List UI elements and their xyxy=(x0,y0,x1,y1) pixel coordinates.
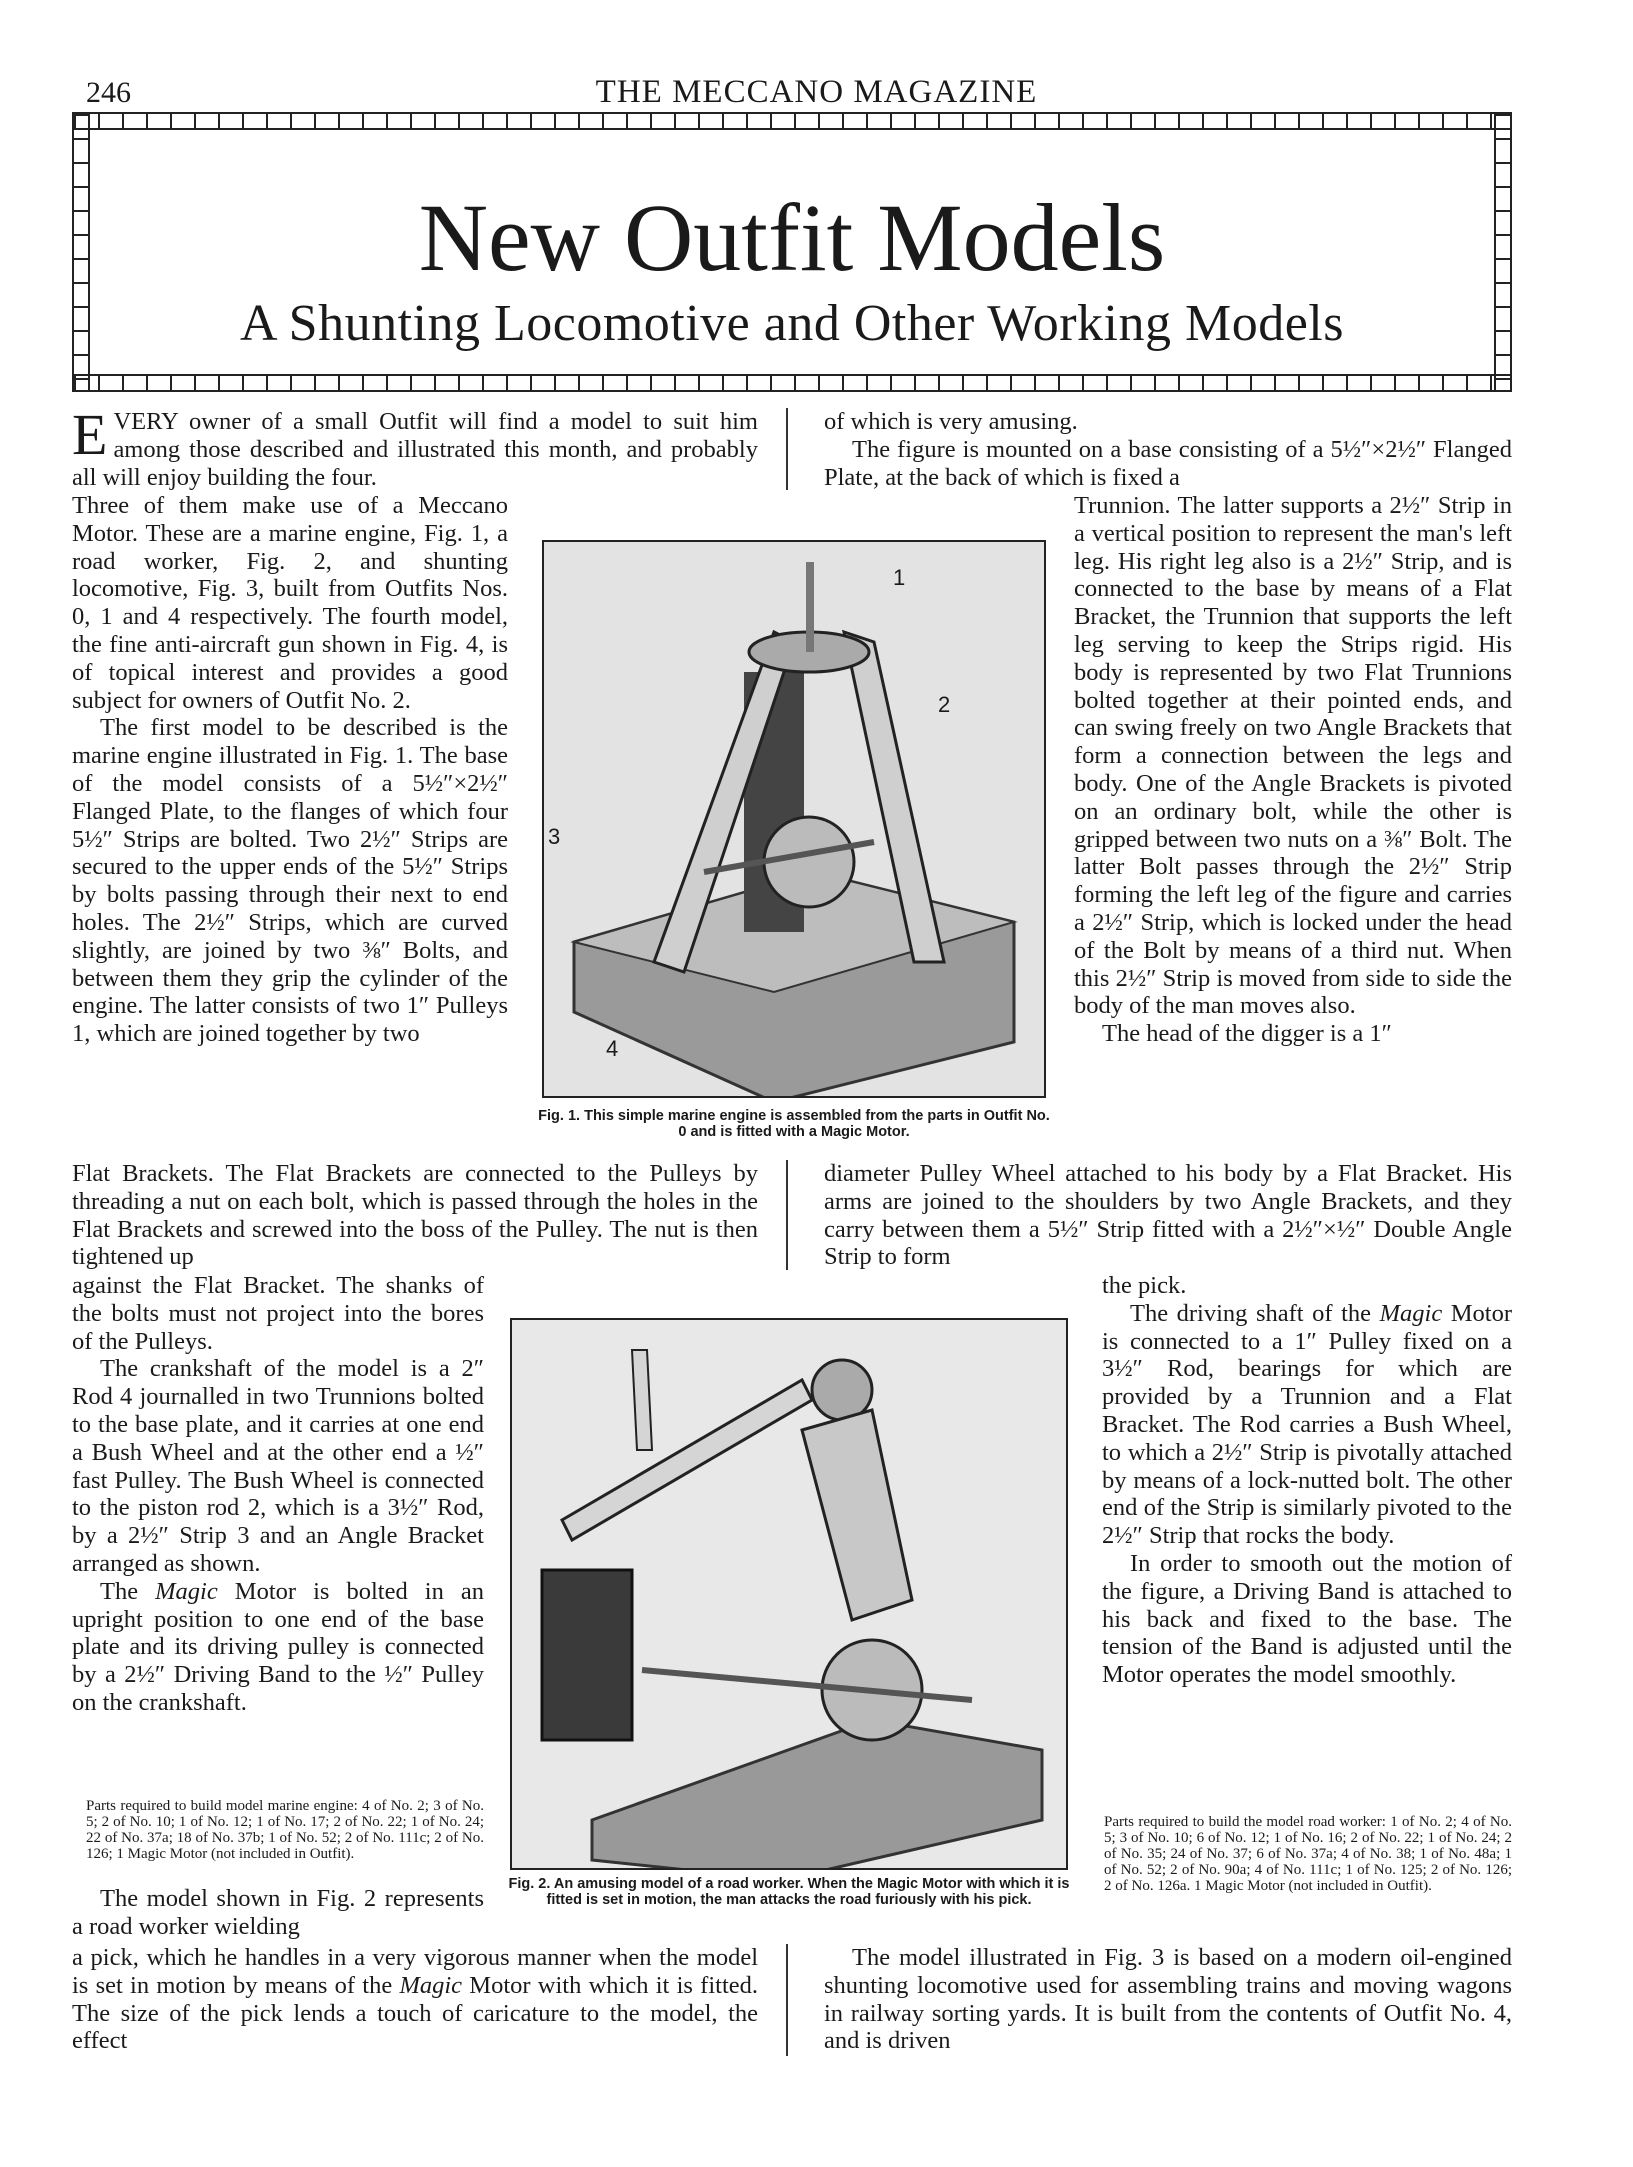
right-column-beside-fig1 xyxy=(1074,492,1512,1048)
fig1-callout-1: 1 xyxy=(893,565,906,590)
column-divider-mid xyxy=(786,1160,788,1270)
left-column-upper xyxy=(72,492,508,1142)
paragraph-magic-motor: The Magic Motor is bolted in an upright position to one end of the base plate and its driving pulley is connected by a 2½″ Driving Band to the ½″ Pulley on the crankshaft. xyxy=(72,1577,484,1716)
paragraph-the-pick: the pick. xyxy=(1102,1272,1187,1299)
title-frame-left xyxy=(72,112,90,392)
fig1-callout-3: 3 xyxy=(548,824,561,849)
paragraph-outfits: Three of them make use of a Meccano Motor. These are a marine engine, Fig. 1, a road worker, Fig. 2, and shunting locomotive, Fig. 3, built from Outfits Nos. 0, 1 and 4 respectively. The fourth model, the fine anti-aircraft gun shown in Fig. 4, is of topical interest and provides a good subject for owners of Outfit No. 2. xyxy=(72,492,508,714)
paragraph-trunnion: Trunnion. The latter supports a 2½″ Strip in a vertical position to represent the man's left leg. His right leg also is a 2½″ Strip, and is connected to the base by means of a Flat Bracket, the Trunnion that supports the left leg serving to keep the Strips rigid. His body is represented by two Flat Trunnions bolted together at their pointed ends, and can swing freely on two Angle Brackets that form a connection between the legs and body. One of the Angle Brackets is pivoted on an ordinary bolt, while the other is gripped between two nuts on a ⅜″ Bolt. The latter Bolt passes through the 2½″ Strip forming the left leg of the figure and carries a 2½″ Strip, which is locked under the head of the Bolt by means of a third nut. When this 2½″ Strip is moved from side to side the body of the man moves also. xyxy=(1074,492,1512,1020)
paragraph-smooth-motion: In order to smooth out the motion of the figure, a Driving Band is attached to his back and fixed to the base. The tension of the Band is adjusted until the Motor operates the model smoothly. xyxy=(1102,1549,1512,1689)
right-column-top xyxy=(824,408,1512,491)
marine-engine-illustration xyxy=(544,542,1044,1096)
fig1-callout-4: 4 xyxy=(606,1036,619,1061)
page-number: 246 xyxy=(86,76,131,109)
running-head: THE MECCANO MAGAZINE xyxy=(595,74,1038,110)
subheadline: A Shunting Locomotive and Other Working Models xyxy=(240,295,1344,352)
intro-text: VERY owner of a small Outfit will find a model to suit him among those described and illustrated this month, and probably all will enjoy building the four. xyxy=(72,408,758,491)
left-column-flat-brackets: Flat Brackets. The Flat Brackets are connected to the Pulleys by threading a nut on each bolt, which is passed through the holes in the Flat Brackets and screwed into the boss of the Pulley. The nut is then tightened up xyxy=(72,1160,758,1271)
left-column-lower xyxy=(72,1272,484,1717)
paragraph-crankshaft: The crankshaft of the model is a 2″ Rod 4 journalled in two Trunnions bolted to the base plate, and it carries at one end a Bush Wheel and at the other end a ½″ fast Pulley. The Bush Wheel is connected to the piston rod 2, which is a 3½″ Rod, by a 2½″ Strip 3 and an Angle Bracket arranged as shown. xyxy=(72,1355,484,1577)
paragraph-marine-engine: The first model to be described is the marine engine illustrated in Fig. 1. The base of the model consists of a 5½″×2½″ Flanged Plate, to the flanges of which four 5½″ Strips are bolted. Two 2½″ Strips are secured to the upper ends of the 5½″ Strips by bolts passing through their next to end holes. The 2½″ Strips, which are curved slightly, are joined by two ⅜″ Bolts, and between them they grip the cylinder of the engine. The latter consists of two 1″ Pulleys 1, which are joined together by two xyxy=(72,714,508,1048)
title-frame-top xyxy=(72,112,1512,130)
figure-1-image xyxy=(542,540,1046,1098)
headline: New Outfit Models xyxy=(418,184,1166,291)
parts-list-marine-engine: Parts required to build model marine engine: 4 of No. 2; 3 of No. 5; 2 of No. 10; 1 of No. 12; 1 of No. 17; 2 of No. 22; 1 of No. 24; 22 of No. 37a; 18 of No. 37b; 1 of No. 52; 2 of No. 111c; 2 of No. 126; 1 Magic Motor (not included in Outfit). xyxy=(86,1798,484,1862)
paragraph-driving-shaft: The driving shaft of the Magic Motor is connected to a 1″ Pulley fixed on a 3½″ Rod, bearings for which are provided by a Trunnion and a Flat Bracket. The Rod carries a Bush Wheel, to which a 2½″ Strip is pivotally attached by means of a lock-nutted bolt. The other end of the Strip is similarly pivoted to the 2½″ Strip that rocks the body. xyxy=(1102,1299,1513,1550)
paragraph-pick: a pick, which he handles in a very vigorous manner when the model is set in motion by means of the Magic Motor with which it is fitted. The size of the pick lends a touch of caricature to the model, the effect xyxy=(72,1944,758,2055)
figure-2-caption: Fig. 2. An amusing model of a road worker. When the Magic Motor with which it is fitted is set in motion, the man attacks the road furiously with his pick. xyxy=(508,1876,1070,1908)
paragraph-shunting-locomotive: The model illustrated in Fig. 3 is based on a modern oil-engined shunting locomotive used for assembling trains and moving wagons in railway sorting yards. It is built from the contents of Outfit No. 4, and is driven xyxy=(824,1944,1512,2055)
intro-paragraph xyxy=(72,402,758,491)
fig1-callout-2: 2 xyxy=(938,692,951,717)
title-frame-right xyxy=(1494,112,1512,392)
paragraph-amusing: of which is very amusing. xyxy=(824,408,1078,435)
parts-list-road-worker: Parts required to build the model road worker: 1 of No. 2; 4 of No. 5; 3 of No. 10; 6 of No. 12; 1 of No. 16; 2 of No. 22; 1 of No. 24; 2 of No. 35; 24 of No. 37; 6 of No. 37a; 4 of No. 38; 1 of No. 48a; 1 of No. 52; 2 of No. 90a; 4 of No. 111c; 1 of No. 125; 2 of No. 126; 2 of No. 126a. 1 Magic Motor (not included in Outfit). xyxy=(1104,1814,1512,1894)
paragraph-figure-base: The figure is mounted on a base consisting of a 5½″×2½″ Flanged Plate, at the back of which is fixed a xyxy=(824,435,1512,491)
column-divider-bottom xyxy=(786,1944,788,2056)
road-worker-illustration xyxy=(512,1320,1066,1868)
figure-2-image xyxy=(510,1318,1068,1870)
drop-cap: E xyxy=(72,402,108,467)
paragraph-head-cont: diameter Pulley Wheel attached to his body by a Flat Bracket. His arms are joined to the shoulders by two Angle Brackets, and they carry between them a 5½″ Strip fitted with a 2½″×½″ Double Angle Strip to form xyxy=(824,1160,1512,1271)
paragraph-road-worker-intro: The model shown in Fig. 2 represents a road worker wielding xyxy=(72,1885,484,1940)
figure-1-caption: Fig. 1. This simple marine engine is assembled from the parts in Outfit No. 0 and is fitted with a Magic Motor. xyxy=(538,1108,1050,1140)
column-divider-top xyxy=(786,408,788,490)
paragraph-shanks: against the Flat Bracket. The shanks of the bolts must not project into the bores of the Pulleys. xyxy=(72,1272,484,1355)
paragraph-digger-head: The head of the digger is a 1″ xyxy=(1102,1020,1392,1048)
right-column-beside-fig2 xyxy=(1102,1272,1512,1689)
title-frame-bottom xyxy=(72,374,1512,392)
